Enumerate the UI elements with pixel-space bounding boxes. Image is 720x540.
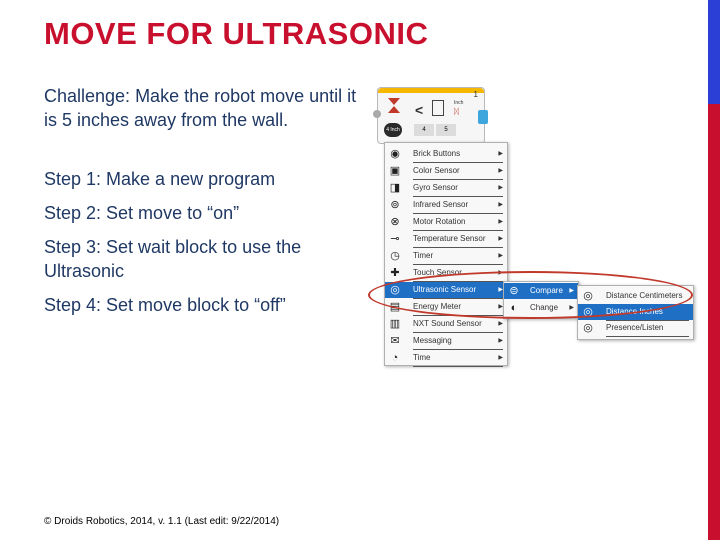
menu-item-label: Presence/Listen — [606, 323, 664, 332]
menu-item-label: Brick Buttons — [413, 149, 461, 158]
menu-item-motor-rotation[interactable] — [385, 214, 507, 230]
threshold-box[interactable] — [432, 100, 444, 116]
submenu-arrow-icon: ▶ — [569, 305, 574, 311]
menu-item-infrared-sensor[interactable] — [385, 197, 507, 213]
menu-item-label: Distance Centimeters — [606, 291, 683, 300]
hourglass-icon-bottom — [388, 106, 400, 113]
motor-rotation-icon: ⊗ — [390, 216, 400, 228]
nxt-sound-sensor-icon: ▥ — [389, 318, 401, 330]
gyro-sensor-icon: ◨ — [389, 182, 401, 194]
menu-item-nxt-sound-sensor[interactable] — [385, 316, 507, 332]
infrared-sensor-icon: ⊚ — [390, 199, 400, 211]
block-connector[interactable] — [373, 110, 381, 118]
submenu-arrow-icon: ▶ — [498, 321, 503, 327]
menu-item-presence-listen[interactable] — [578, 320, 693, 336]
step-4-text: Step 4: Set move block to “off” — [44, 295, 286, 315]
menu-separator — [413, 366, 503, 367]
menu-item-messaging[interactable] — [385, 333, 507, 349]
menu-item-label: Energy Meter — [413, 302, 462, 311]
temperature-sensor-icon: ⊸ — [390, 233, 400, 245]
menu-separator — [606, 336, 689, 337]
menu-item-label: Motor Rotation — [413, 217, 466, 226]
submenu-arrow-icon: ▶ — [498, 219, 503, 225]
menu-item-label: Change — [530, 303, 559, 312]
menu-item-time[interactable] — [385, 350, 507, 366]
footer-text: © Droids Robotics, 2014, v. 1.1 (Last edit: 9/22/2014) — [44, 516, 280, 527]
menu-item-color-sensor[interactable] — [385, 163, 507, 179]
hourglass-icon — [388, 98, 400, 105]
compare-icon: ⊜ — [509, 285, 519, 297]
messaging-icon: ✉ — [390, 335, 400, 347]
menu-item-label: Timer — [413, 251, 434, 260]
submenu-arrow-icon: ▶ — [498, 151, 503, 157]
menu-item-label: Touch Sensor — [413, 268, 462, 277]
submenu-arrow-icon: ▶ — [498, 287, 503, 293]
sensor-mode-selector[interactable]: 4 Inch — [384, 123, 402, 137]
submenu-arrow-icon: ▶ — [569, 288, 574, 294]
submenu-arrow-icon: ▶ — [498, 338, 503, 344]
threshold-value-input[interactable]: 5 — [436, 124, 456, 136]
ultrasonic-sensor-icon: ◎ — [390, 284, 400, 296]
step-2-text: Step 2: Set move to “on” — [44, 203, 240, 223]
block-header-strip — [378, 88, 484, 93]
sensor-menu — [384, 142, 508, 366]
presence-listen-icon: ◎ — [583, 322, 593, 334]
distance-inches-icon: ◎ — [583, 306, 593, 318]
step-1-text: Step 1: Make a new program — [44, 169, 276, 189]
inch-label: Inch — [454, 100, 464, 106]
challenge-text: Challenge: Make the robot move until it is 5 inches away from the wall. — [44, 86, 357, 130]
compare-type-input[interactable]: 4 — [414, 124, 434, 136]
submenu-arrow-icon: ▶ — [498, 253, 503, 259]
submenu-arrow-icon: ▶ — [498, 185, 503, 191]
menu-item-label: Time — [413, 353, 431, 362]
menu-item-label: Temperature Sensor — [413, 234, 486, 243]
time-icon: ◔ — [391, 352, 399, 364]
menu-item-label: Color Sensor — [413, 166, 460, 175]
submenu-arrow-icon: ▶ — [498, 168, 503, 174]
accent-bar-red — [708, 104, 720, 540]
menu-item-brick-buttons[interactable] — [385, 146, 507, 162]
highlight-ellipse — [368, 271, 693, 319]
menu-item-label: Infrared Sensor — [413, 200, 469, 209]
menu-item-temperature-sensor[interactable] — [385, 231, 507, 247]
submenu-arrow-icon: ▶ — [498, 270, 503, 276]
step-3-text: Step 3: Set wait block to use the Ultrasonic — [44, 237, 302, 281]
energy-meter-icon: ▤ — [389, 301, 401, 313]
menu-item-timer[interactable] — [385, 248, 507, 264]
change-icon: ◐ — [510, 302, 518, 314]
ultrasonic-wave-icon: ᛞ — [454, 107, 459, 116]
accent-bar-blue — [708, 0, 720, 104]
menu-item-label: NXT Sound Sensor — [413, 319, 482, 328]
block-output-tab — [478, 110, 488, 124]
submenu-arrow-icon: ▶ — [498, 236, 503, 242]
timer-icon: ◷ — [390, 250, 400, 262]
wait-block[interactable] — [377, 87, 485, 144]
slide-title: MOVE FOR ULTRASONIC — [44, 16, 429, 51]
menu-item-label: Distance Inches — [606, 307, 663, 316]
submenu-arrow-icon: ▶ — [498, 304, 503, 310]
menu-item-label: Ultrasonic Sensor — [413, 285, 477, 294]
block-number: 1 — [473, 90, 478, 99]
distance-centimeters-icon: ◎ — [583, 290, 593, 302]
comparison-symbol[interactable]: < — [415, 102, 424, 118]
menu-item-label: Compare — [530, 286, 563, 295]
submenu-arrow-icon: ▶ — [498, 202, 503, 208]
color-sensor-icon: ▣ — [389, 165, 401, 177]
menu-item-label: Messaging — [413, 336, 452, 345]
menu-item-gyro-sensor[interactable] — [385, 180, 507, 196]
menu-item-label: Gyro Sensor — [413, 183, 458, 192]
brick-buttons-icon: ◉ — [390, 148, 400, 160]
touch-sensor-icon: ✚ — [390, 267, 400, 279]
submenu-arrow-icon: ▶ — [498, 355, 503, 361]
